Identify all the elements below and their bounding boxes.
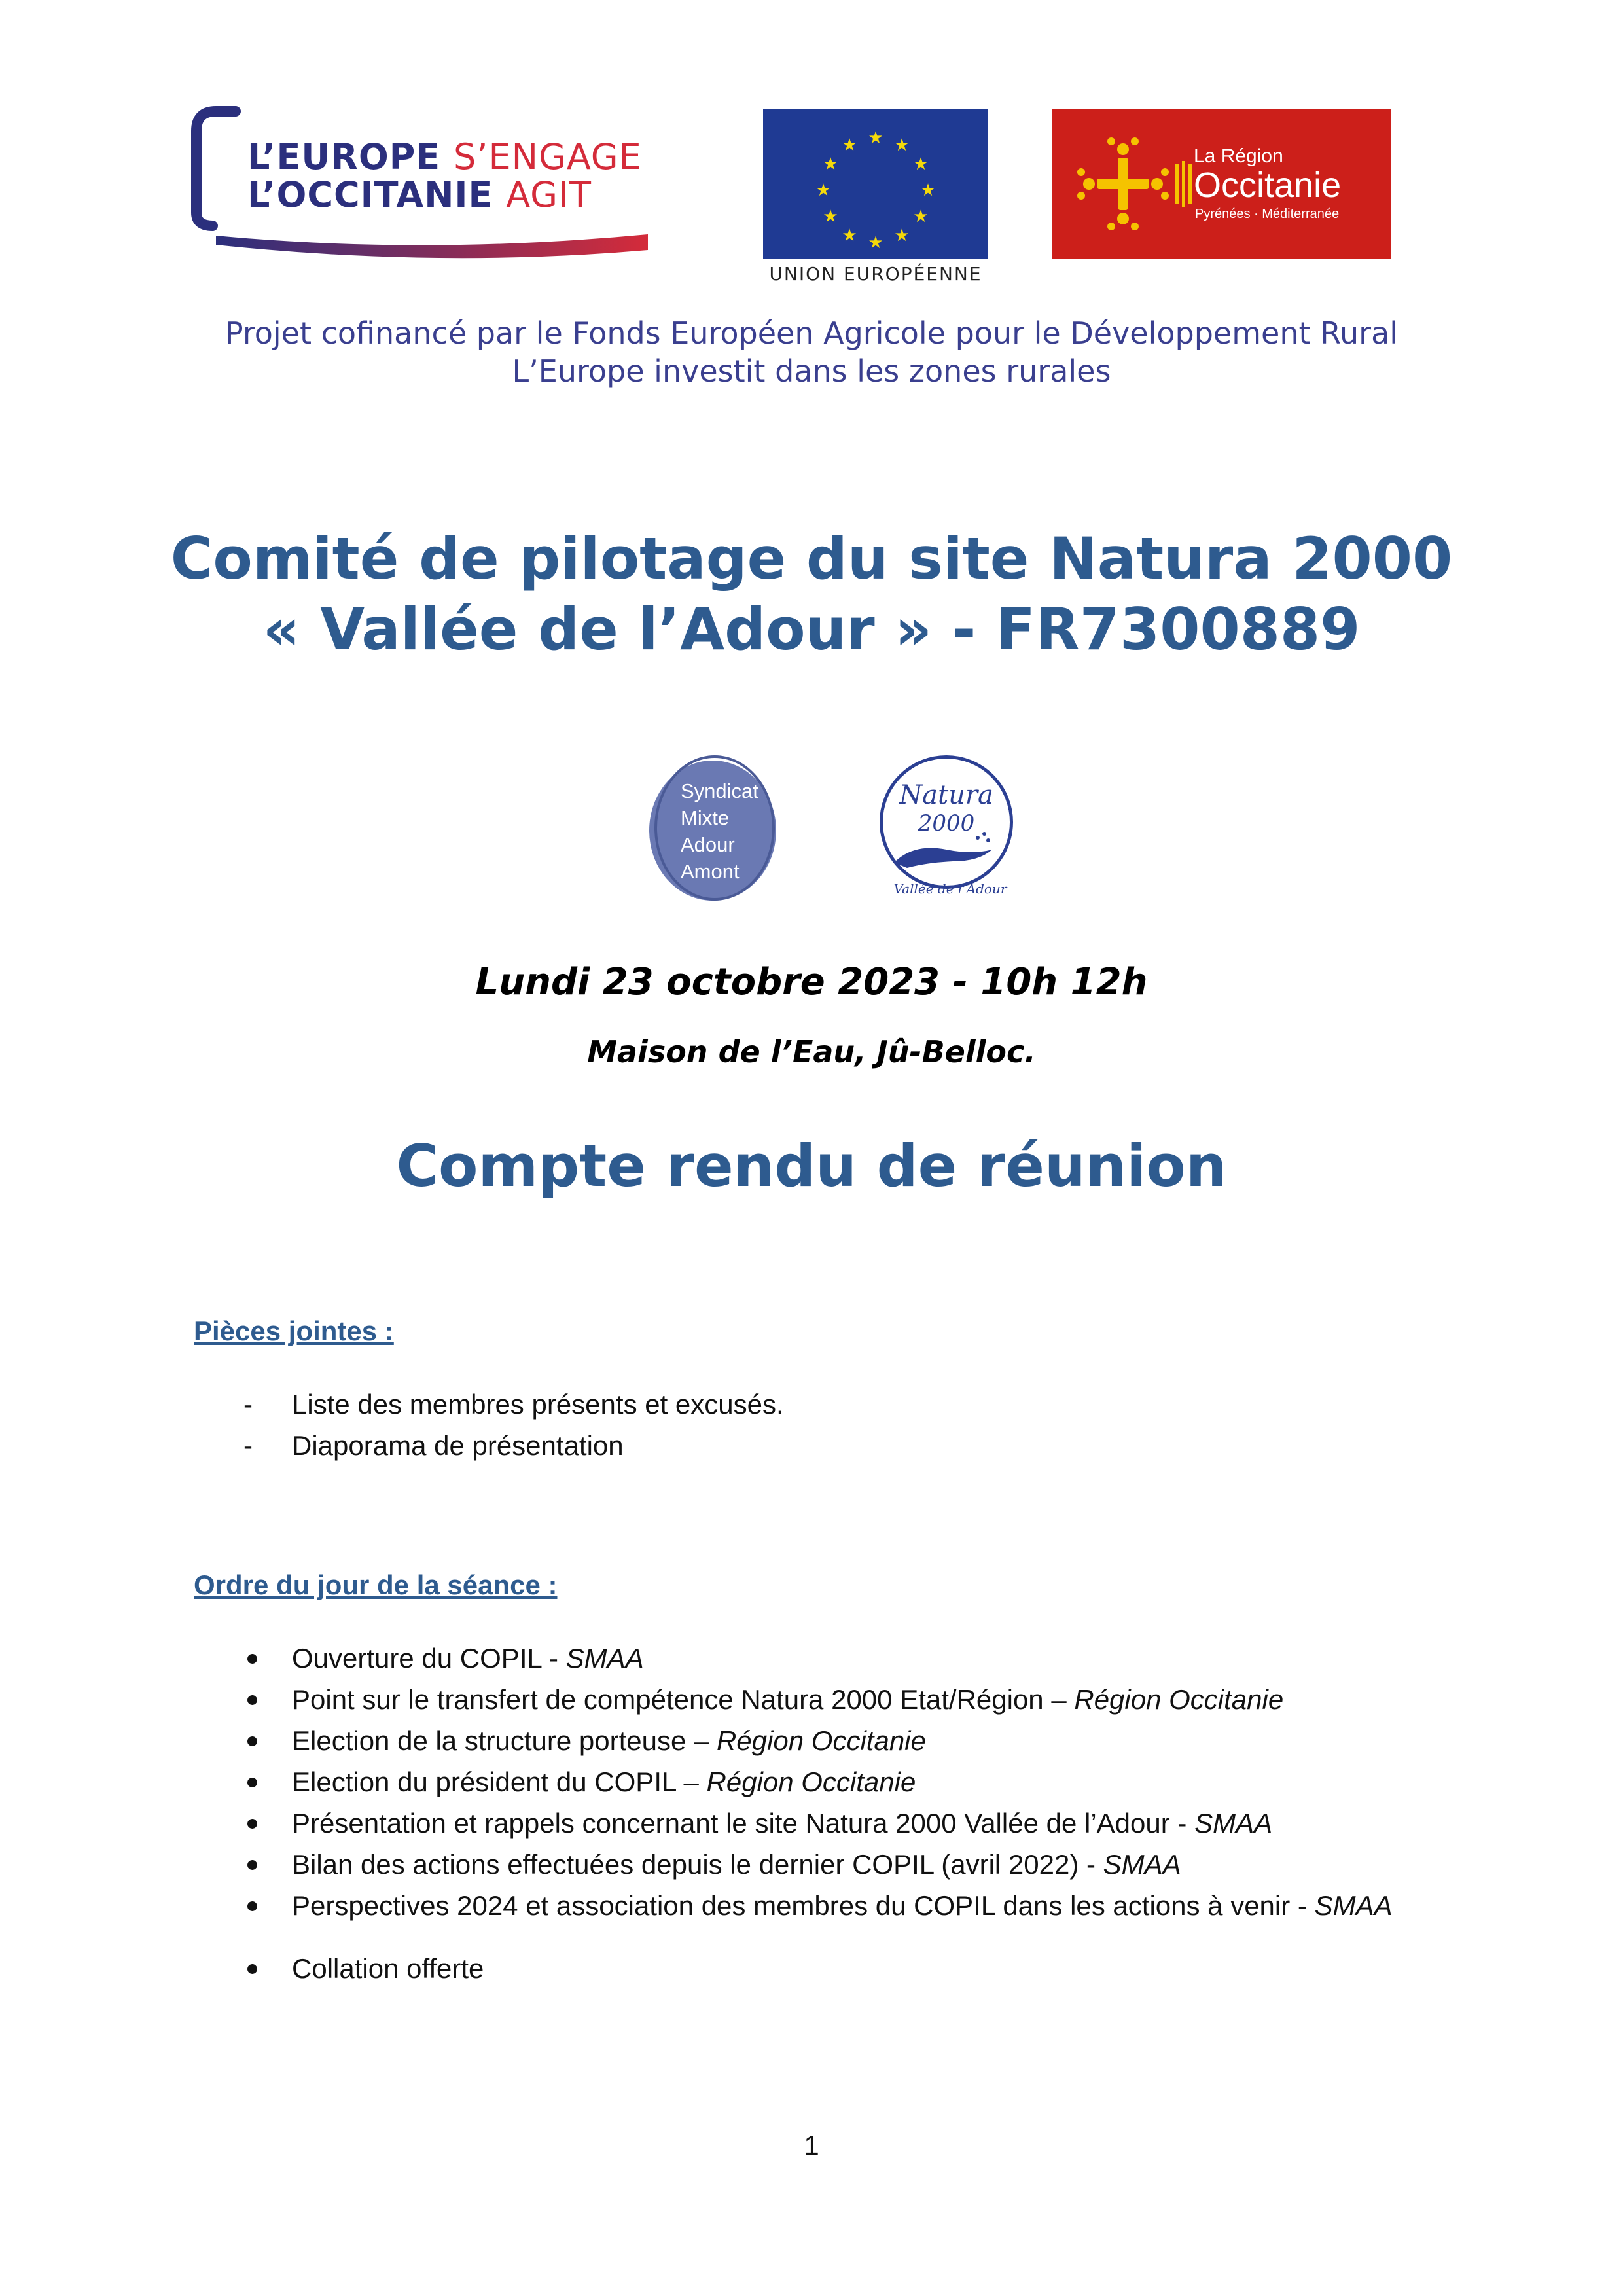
list-item <box>194 1885 1437 1926</box>
natura-logo-subtitle: Vallée de l’Adour <box>893 881 1007 897</box>
agenda-list <box>194 1638 1437 1926</box>
agenda-item-speaker: Région Occitanie <box>1074 1684 1284 1715</box>
agenda-extra-list <box>194 1948 1437 1989</box>
agenda-item-text: Election du président du COPIL – <box>292 1767 707 1797</box>
eu-logo-caption: UNION EUROPÉENNE <box>769 263 982 285</box>
smaa-logo-word: Amont <box>681 860 740 883</box>
agenda-item-text: Election de la structure porteuse – <box>292 1725 717 1756</box>
list-item: - Liste des membres présents et excusés. <box>243 1389 784 1420</box>
cofinancing-line-1: Projet cofinancé par le Fonds Européen Agricole pour le Développement Rural <box>224 315 1399 351</box>
agenda-item-speaker: SMAA <box>565 1643 644 1674</box>
natura-logo-year: 2000 <box>918 810 975 836</box>
svg-text:★: ★ <box>868 233 883 253</box>
attachment-text: Diaporama de présentation <box>292 1430 624 1461</box>
list-item <box>194 1844 1437 1885</box>
bullet-icon <box>247 1860 257 1870</box>
region-logo-name: Occitanie <box>1194 166 1342 205</box>
list-item: - Diaporama de présentation <box>243 1430 624 1461</box>
agenda-item-speaker: SMAA <box>1314 1890 1393 1921</box>
cofinancing-statement <box>0 314 1623 390</box>
list-item <box>194 1720 1437 1761</box>
svg-text:★: ★ <box>913 154 929 174</box>
svg-text:★: ★ <box>868 128 883 148</box>
list-item <box>194 1948 1437 1989</box>
agenda-item-speaker: SMAA <box>1103 1849 1181 1880</box>
smaa-logo-word: Mixte <box>681 806 730 829</box>
europe-logo-word4: AGIT <box>506 174 592 215</box>
attachment-text: Liste des membres présents et excusés. <box>292 1389 784 1420</box>
meeting-place: Maison de l’Eau, Jû-Belloc. <box>587 1034 1036 1069</box>
bullet-icon <box>247 1695 257 1705</box>
smaa-logo <box>649 754 779 905</box>
smaa-logo-text <box>681 778 758 885</box>
agenda-item-speaker: Région Occitanie <box>706 1767 916 1797</box>
agenda-item-text: Perspectives 2024 et association des membres du COPIL dans les actions à venir - <box>292 1890 1315 1921</box>
attachments-list <box>194 1384 1437 1466</box>
region-logo-label: La Région <box>1194 145 1283 167</box>
smaa-logo-word: Syndicat <box>681 780 758 802</box>
eu-stars-icon <box>763 109 988 259</box>
region-logo-subtitle: Pyrénées · Méditerranée <box>1195 207 1340 221</box>
bullet-icon <box>247 1654 257 1664</box>
report-title: Compte rendu de réunion <box>396 1132 1227 1200</box>
bullet-icon <box>247 1736 257 1746</box>
page-number: 1 <box>804 2130 819 2161</box>
document-title <box>0 524 1623 665</box>
list-item <box>194 1638 1437 1679</box>
europe-logo-word1: L’EUROPE <box>247 136 441 177</box>
agenda-item-text: Point sur le transfert de compétence Natura 2000 Etat/Région – <box>292 1684 1075 1715</box>
natura-logo-title: Natura <box>899 780 993 810</box>
svg-text:★: ★ <box>920 181 936 200</box>
eu-flag-icon <box>763 109 988 259</box>
svg-text:★: ★ <box>842 135 857 155</box>
agenda-item-text: Collation offerte <box>292 1953 484 1984</box>
agenda-item-speaker: SMAA <box>1194 1808 1273 1839</box>
smaa-logo-word: Adour <box>681 833 735 856</box>
agenda-item-text: Présentation et rappels concernant le site Natura 2000 Vallée de l’Adour - <box>292 1808 1195 1839</box>
svg-text:★: ★ <box>823 207 838 226</box>
bullet-icon <box>247 1964 257 1974</box>
svg-text:★: ★ <box>894 226 910 245</box>
bullet-icon <box>247 1778 257 1787</box>
bullet-icon <box>247 1901 257 1911</box>
agenda-item-speaker: Région Occitanie <box>717 1725 926 1756</box>
meeting-date: Lundi 23 octobre 2023 - 10h 12h <box>475 961 1148 1003</box>
document-title-line-1: Comité de pilotage du site Natura 2000 <box>170 525 1453 592</box>
svg-text:★: ★ <box>815 181 831 200</box>
agenda-item-text: Ouverture du COPIL - <box>292 1643 566 1674</box>
svg-text:★: ★ <box>842 226 857 245</box>
region-occitanie-logo <box>1052 109 1391 259</box>
occitan-cross-icon <box>1065 109 1196 259</box>
europe-logo-word3: L’OCCITANIE <box>247 174 493 215</box>
cofinancing-line-2: L’Europe investit dans les zones rurales <box>512 353 1111 389</box>
svg-text:★: ★ <box>894 135 910 155</box>
europe-logo-word2: S’ENGAGE <box>454 136 642 177</box>
natura-2000-logo <box>868 751 1033 908</box>
europe-occitanie-logo <box>190 105 713 262</box>
list-item <box>194 1679 1437 1720</box>
agenda-item-text: Bilan des actions effectuées depuis le dernier COPIL (avril 2022) - <box>292 1849 1103 1880</box>
attachments-heading: Pièces jointes : <box>194 1316 394 1346</box>
svg-text:★: ★ <box>913 207 929 226</box>
list-item <box>194 1803 1437 1844</box>
list-item <box>194 1761 1437 1803</box>
svg-text:★: ★ <box>823 154 838 174</box>
document-title-line-2: « Vallée de l’Adour » - FR7300889 <box>262 596 1361 663</box>
bullet-icon <box>247 1819 257 1829</box>
agenda-heading: Ordre du jour de la séance : <box>194 1570 558 1600</box>
